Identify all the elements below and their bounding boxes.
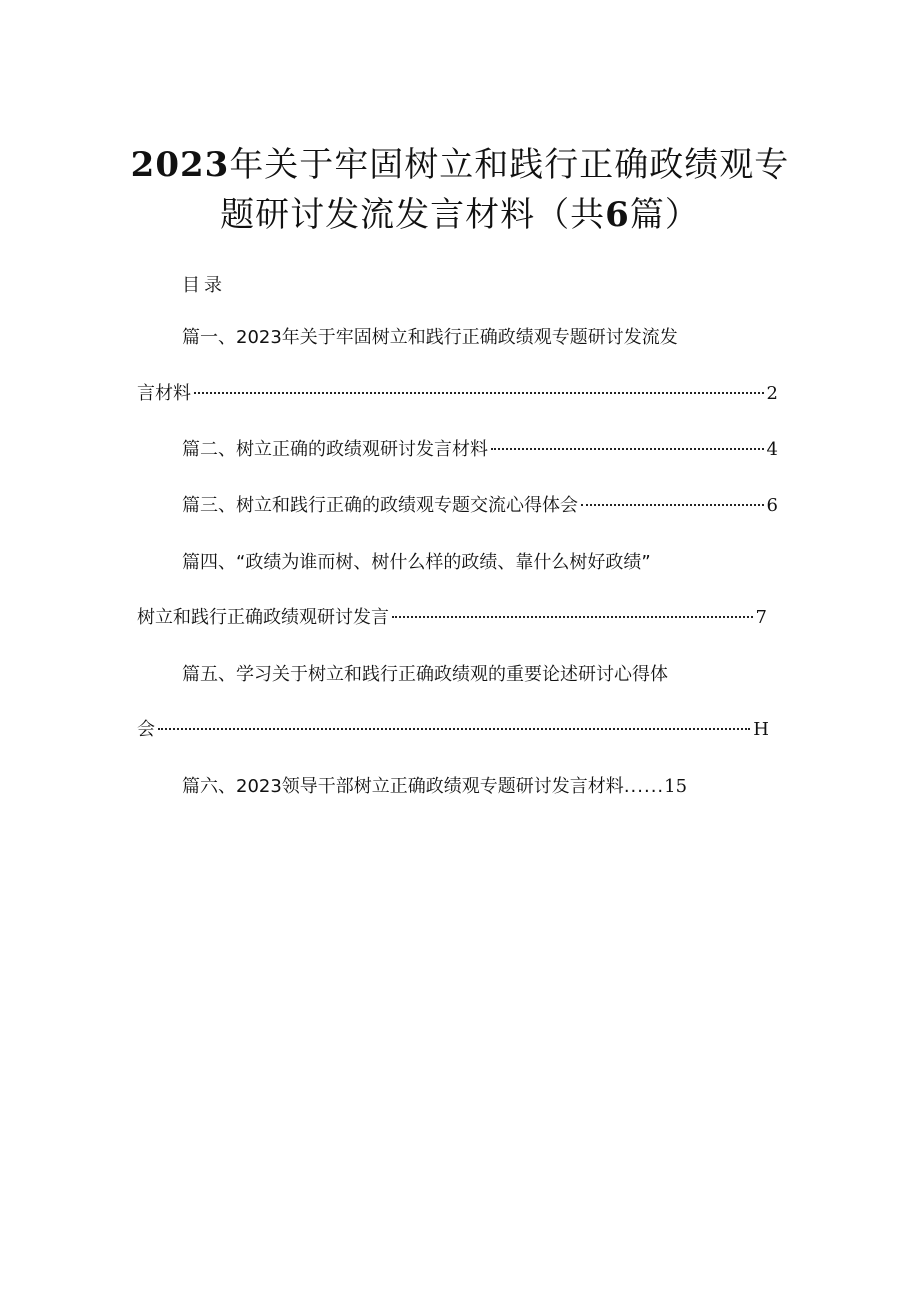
toc-heading: 目录 — [182, 275, 226, 296]
toc-item-4-text: 树立和践行正确政绩观研讨发言 — [137, 607, 389, 628]
toc-item-5-page: H — [753, 719, 769, 740]
title-count: 6 — [605, 195, 630, 235]
toc-item-1-line-1[interactable]: 篇一、2023年关于牢固树立和践行正确政绩观专题研讨发流发 — [182, 327, 678, 348]
toc-item-1-page: 2 — [766, 383, 778, 404]
toc-item-5-line-1[interactable]: 篇五、学习关于树立和践行正确政绩观的重要论述研讨心得体 — [182, 664, 668, 685]
toc-item-2[interactable] — [182, 437, 778, 463]
title-text-1: 年关于牢固树立和践行正确政绩观专 — [229, 145, 790, 185]
dot-leader — [158, 728, 750, 730]
dot-leader — [392, 616, 753, 618]
title-text-2: 题研讨发流发言材料（共 — [220, 195, 606, 235]
toc-item-6-page: 15 — [664, 776, 688, 797]
document-title-line-1 — [0, 137, 920, 186]
toc-item-6-text: 篇六、2023领导干部树立正确政绩观专题研讨发言材料 — [182, 776, 624, 797]
toc-item-5-text: 会 — [137, 719, 155, 740]
dot-leader — [581, 504, 764, 506]
toc-item-3-text: 篇三、树立和践行正确的政绩观专题交流心得体会 — [182, 495, 578, 516]
toc-item-6[interactable] — [182, 774, 687, 800]
toc-item-4-page: 7 — [755, 607, 767, 628]
title-year: 2023 — [130, 145, 230, 185]
dot-leader — [491, 448, 764, 450]
toc-item-5-line-2[interactable] — [137, 717, 769, 743]
toc-item-3-page: 6 — [766, 495, 778, 516]
dot-leader — [194, 392, 764, 394]
toc-item-1-line-2[interactable] — [137, 381, 778, 407]
toc-item-2-page: 4 — [766, 439, 778, 460]
toc-item-4-line-1[interactable]: 篇四、“政绩为谁而树、树什么样的政绩、靠什么树好政绩” — [182, 552, 651, 573]
toc-item-4-line-2[interactable] — [137, 605, 767, 631]
toc-item-2-text: 篇二、树立正确的政绩观研讨发言材料 — [182, 439, 488, 460]
document-title-line-2 — [0, 187, 920, 236]
title-text-3: 篇） — [629, 195, 700, 235]
toc-item-1-text: 言材料 — [137, 383, 191, 404]
toc-item-3[interactable] — [182, 493, 778, 519]
toc-item-6-dots: ...... — [623, 776, 665, 797]
